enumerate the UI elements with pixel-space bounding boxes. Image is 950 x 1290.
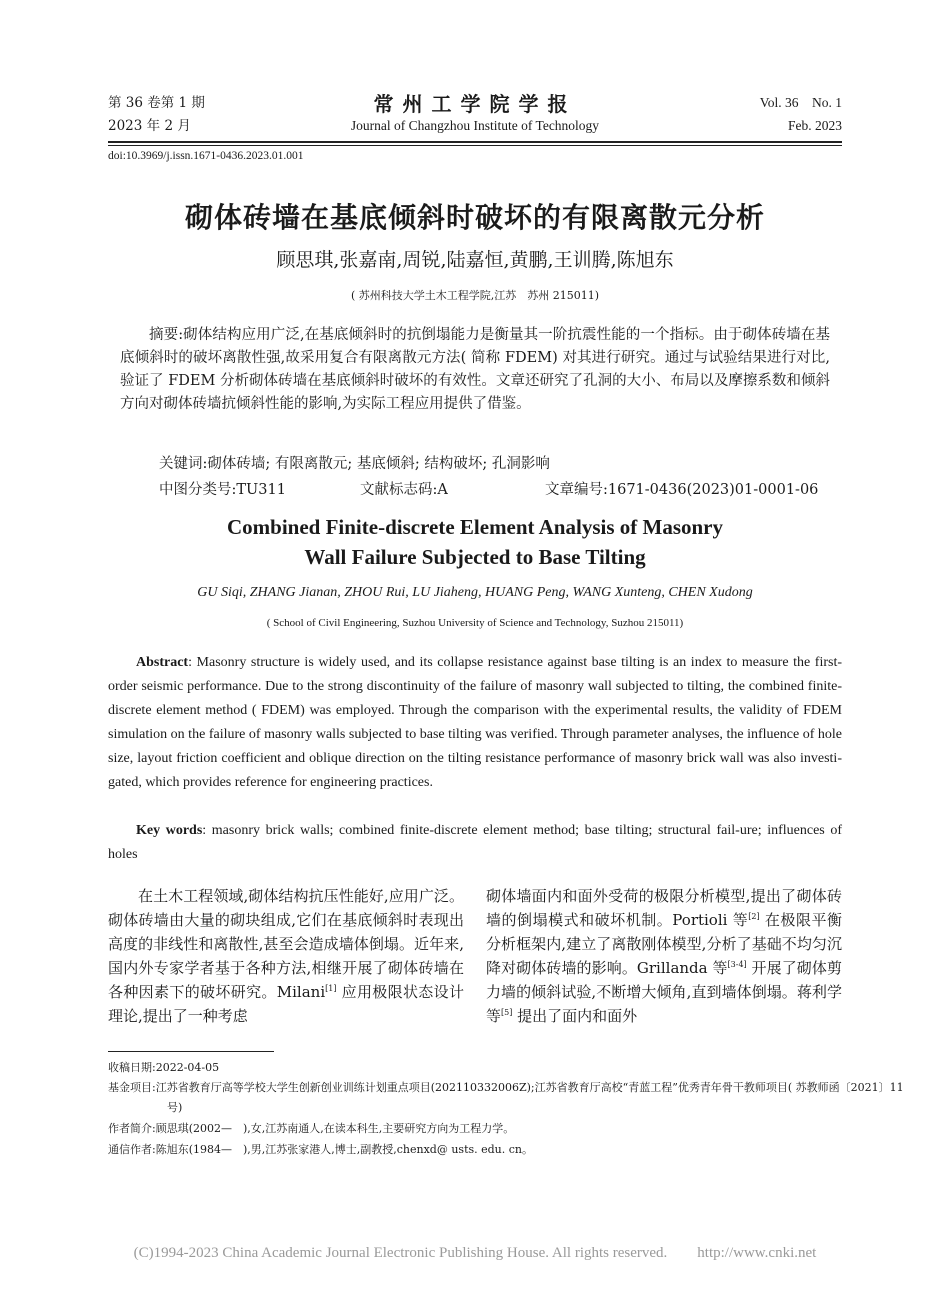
footnote-rule [108, 1051, 274, 1052]
keywords-en [108, 819, 842, 867]
body-text: 在极限平衡分析框架内,建立了离散刚体模型,分析了基础不均匀沉降对砌体砖墙的影响。Grillanda 等 [486, 911, 843, 977]
volume-label: Vol. 36 No. 1 [759, 95, 842, 110]
date-label: 2023 年 2 月 [108, 118, 191, 134]
footnote-corresponding-author: 通信作者:陈旭东(1984— ),男,江苏张家港人,博士,副教授,chenxd@ usts. edu. cn。 [108, 1143, 534, 1156]
keywords-en-text: : masonry brick walls; combined finite-discrete element method; base tilting; structural fail-ure; influences of holes [108, 823, 842, 862]
abstract-en [108, 651, 842, 795]
copyright-footer: (C)1994-2023 China Academic Journal Electronic Publishing House. All rights reserved. http://www.cnki.net [133, 1245, 817, 1261]
date-label-en: Feb. 2023 [788, 118, 842, 133]
journal-name-en: Journal of Changzhou Institute of Technology [350, 118, 600, 133]
header-rule [108, 141, 842, 143]
body-text: 开展了砌体剪力墙的倾斜试验,不断增大倾角,直到墙体倒塌。蒋利学等 [486, 959, 842, 1025]
issue-label: 第 36 卷第 1 期 [108, 95, 205, 111]
title-en-line2: Wall Failure Subjected to Base Tilting [304, 545, 646, 569]
footnote-received: 收稿日期:2022-04-05 [108, 1061, 220, 1074]
citation-ref[interactable]: [5] [501, 1008, 513, 1017]
abstract-en-text: : Masonry structure is widely used, and its collapse resistance against base tilting is an index to measure the first-order seismic performance. Due to the strong discontinuity of the failure of masonry wall subjected to tilting, the combined finite-discrete element method ( FDEM) was employed. Through the comparison with the experimental results, the validity of FDEM simulation on the failure of masonry walls subjected to base tilting was verified. Through parameter analyses, the influence of hole size, layout friction coefficient and oblique direction on the tilting resistance performance of masonry brick wall was also investi-gated, which provides reference for engineering practices. [108, 655, 842, 790]
keywords-en-label: Key words [136, 823, 203, 838]
affiliation-zh: ( 苏州科技大学土木工程学院,江苏 苏州 215011) [350, 289, 600, 302]
body-text: 应用极限状态设计理论,提出了一种考虑 [108, 983, 464, 1025]
body-text: 提出了面内和面外 [512, 1007, 638, 1025]
keywords-zh [159, 452, 550, 473]
body-column-left [108, 884, 464, 1028]
title-en-line1: Combined Finite-discrete Element Analysis of Masonry [226, 515, 723, 539]
abstract-zh [120, 324, 830, 416]
body-column-right [486, 884, 842, 1028]
journal-name: 常州工学院学报 [373, 92, 577, 116]
authors-en: GU Siqi, ZHANG Jianan, ZHOU Rui, LU Jiaheng, HUANG Peng, WANG Xunteng, CHEN Xudong [197, 585, 753, 600]
article-number: 文章编号:1671-0436(2023)01-0001-06 [545, 482, 819, 498]
footnote-author-bio: 作者简介:顾思琪(2002— ),女,江苏南通人,在读本科生,主要研究方向为工程力学。 [108, 1122, 515, 1135]
footnote-fund-label: 基金项目: [108, 1081, 156, 1094]
footnote-fund [108, 1078, 907, 1118]
body-text: 砌体墙面内和面外受荷的极限分析模型,提出了砌体砖墙的倒塌模式和破坏机制。Portioli 等 [486, 887, 842, 929]
document-code: 文献标志码:A [360, 482, 448, 498]
body-text: 在土木工程领域,砌体结构抗压性能好,应用广泛。砌体砖墙由大量的砌块组成,它们在基底倾斜时表现出高度的非线性和离散性,甚至会造成墙体倒塌。近年来,国内外专家学者基于各种方法,相继开展了砌体砖墙在各种因素下的破坏研究。Milani [108, 887, 464, 1001]
authors-zh: 顾思琪,张嘉南,周锐,陆嘉恒,黄鹏,王训腾,陈旭东 [276, 249, 674, 271]
keywords-zh-text: 砌体砖墙; 有限离散元; 基底倾斜; 结构破坏; 孔洞影响 [207, 456, 550, 472]
citation-ref[interactable]: [2] [748, 912, 760, 921]
clc-number: 中图分类号:TU311 [159, 482, 286, 498]
header-rule-thin [108, 145, 842, 146]
keywords-zh-label: 关键词: [159, 456, 208, 472]
title-zh: 砌体砖墙在基底倾斜时破坏的有限离散元分析 [184, 201, 765, 234]
abstract-en-label: Abstract [136, 655, 189, 670]
citation-ref[interactable]: [3-4] [727, 960, 747, 969]
doi[interactable]: doi:10.3969/j.issn.1671-0436.2023.01.001 [108, 150, 304, 162]
abstract-zh-text: 砌体结构应用广泛,在基底倾斜时的抗倒塌能力是衡量其一阶抗震性能的一个指标。由于砌体砖墙在基底倾斜时的破坏离散性强,故采用复合有限离散元方法( 简称 FDEM) 对其进行研究。通过与试验结果进行对比,验证了 FDEM 分析砌体砖墙在基底倾斜时破坏的有效性。文章还研究了孔洞的大小、布局以及摩擦系数和倾斜方向对砌体砖墙抗倾斜性能的影响,为实际工程应用提供了借鉴。 [120, 327, 830, 412]
affiliation-en: ( School of Civil Engineering, Suzhou University of Science and Technology, Suzhou 215011) [266, 617, 684, 629]
footnote-fund-text: 江苏省教育厅高等学校大学生创新创业训练计划重点项目(202110332006Z);江苏省教育厅高校“青蓝工程”优秀青年骨干教师项目( 苏教师函〔2021〕11 号) [155, 1081, 904, 1114]
citation-ref[interactable]: [1] [325, 984, 337, 993]
abstract-zh-label: 摘要: [149, 327, 184, 343]
